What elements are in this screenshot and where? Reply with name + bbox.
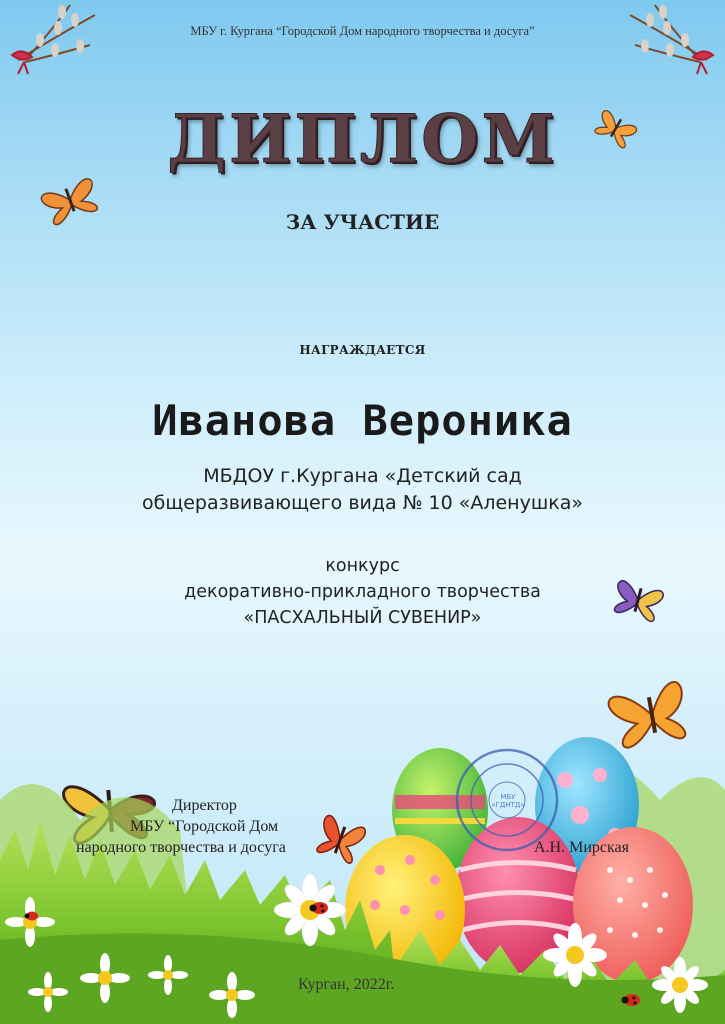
signature-role: Директор bbox=[172, 797, 237, 814]
city-year: Курган, 2022г. bbox=[298, 976, 395, 993]
diploma-title: ДИПЛОМ bbox=[167, 100, 558, 178]
institution-line-1: МБДОУ г.Кургана «Детский сад bbox=[203, 465, 522, 487]
contest-line-3: «ПАСХАЛЬНЫЙ СУВЕНИР» bbox=[243, 608, 482, 628]
signature-org-line-1: МБУ “Городской Дом bbox=[130, 818, 279, 835]
diploma-subtitle: ЗА УЧАСТИЕ bbox=[285, 210, 440, 234]
signature-org-line-2: народного творчества и досуга bbox=[76, 839, 286, 856]
organization-header: МБУ г. Кургана “Городской Дом народного творчества и досуга” bbox=[190, 24, 535, 38]
awarded-label: НАГРАЖДАЕТСЯ bbox=[299, 343, 426, 357]
contest-line-1: конкурс bbox=[325, 556, 400, 576]
institution-line-2: общеразвивающего вида № 10 «Аленушка» bbox=[142, 492, 583, 514]
contest-line-2: декоративно-прикладного творчества bbox=[184, 582, 541, 602]
signature-name: А.Н. Мирская bbox=[534, 839, 629, 856]
butterfly-icon bbox=[314, 814, 367, 864]
stamp-text: МБУ «ГДНТД» bbox=[491, 793, 525, 809]
recipient-name: Иванова Вероника bbox=[152, 396, 573, 445]
butterfly-icon bbox=[607, 681, 690, 750]
